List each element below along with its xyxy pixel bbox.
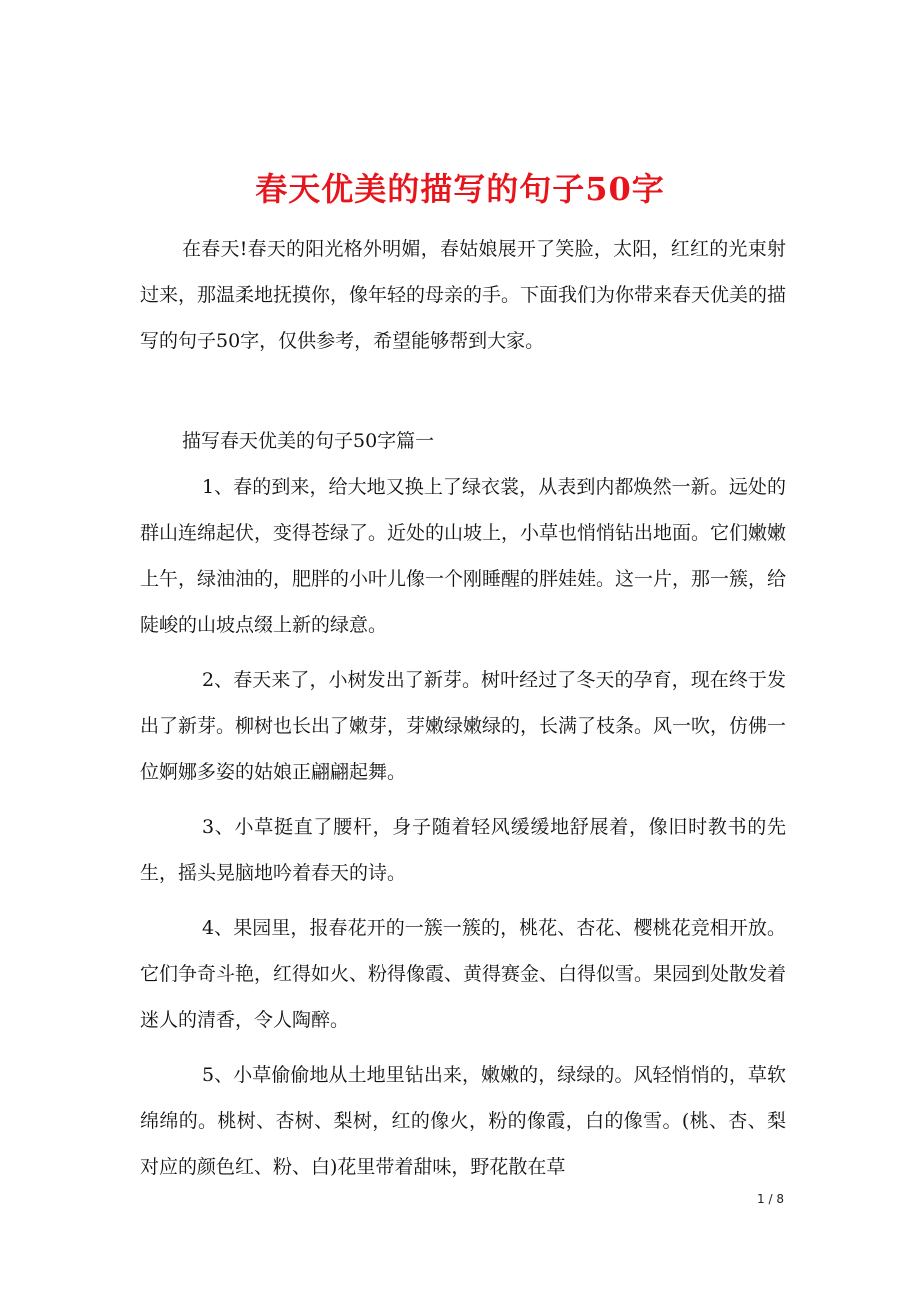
list-item: 1、春的到来，给大地又换上了绿衣裳，从表到内都焕然一新。远处的群山连绵起伏，变得苍绿了。近处的山坡上，小草也悄悄钻出地面。它们嫩嫩上午，绿油油的，肥胖的小叶儿像一个刚睡醒的胖娃娃。这一片，那一簇，给陡峻的山坡点缀上新的绿意。 xyxy=(140,476,787,636)
list-item: 5、小草偷偷地从土地里钻出来，嫩嫩的，绿绿的。风轻悄悄的，草软绵绵的。桃树、杏树、梨树，红的像火，粉的像霞，白的像雪。(桃、杏、梨对应的颜色红、粉、白)花里带着甜味，野花散在草 xyxy=(140,1064,786,1178)
page-number: 1 / 8 xyxy=(757,1192,784,1206)
list-item: 3、小草挺直了腰杆，身子随着轻风缓缓地舒展着，像旧时教书的先生，摇头晃脑地吟着春天的诗。 xyxy=(140,816,786,884)
sentence-list xyxy=(140,464,786,1199)
intro-paragraph: 在春天!春天的阳光格外明媚，春姑娘展开了笑脸，太阳，红红的光束射过来，那温柔地抚摸你，像年轻的母亲的手。下面我们为你带来春天优美的描写的句子50字，仅供参考，希望能够帮到大家。 xyxy=(140,238,787,352)
list-item: 4、果园里，报春花开的一簇一簇的，桃花、杏花、樱桃花竞相开放。它们争奇斗艳，红得如火、粉得像霞、黄得赛金、白得似雪。果园到处散发着迷人的清香，令人陶醉。 xyxy=(140,917,787,1031)
document-title: 春天优美的描写的句子50字 xyxy=(255,170,665,209)
section-heading: 描写春天优美的句子50字篇一 xyxy=(182,430,435,452)
list-item: 2、春天来了，小树发出了新芽。树叶经过了冬天的孕育，现在终于发出了新芽。柳树也长出了嫩芽，芽嫩绿嫩绿的，长满了枝条。风一吹，仿佛一位婀娜多姿的姑娘正翩翩起舞。 xyxy=(140,669,787,783)
